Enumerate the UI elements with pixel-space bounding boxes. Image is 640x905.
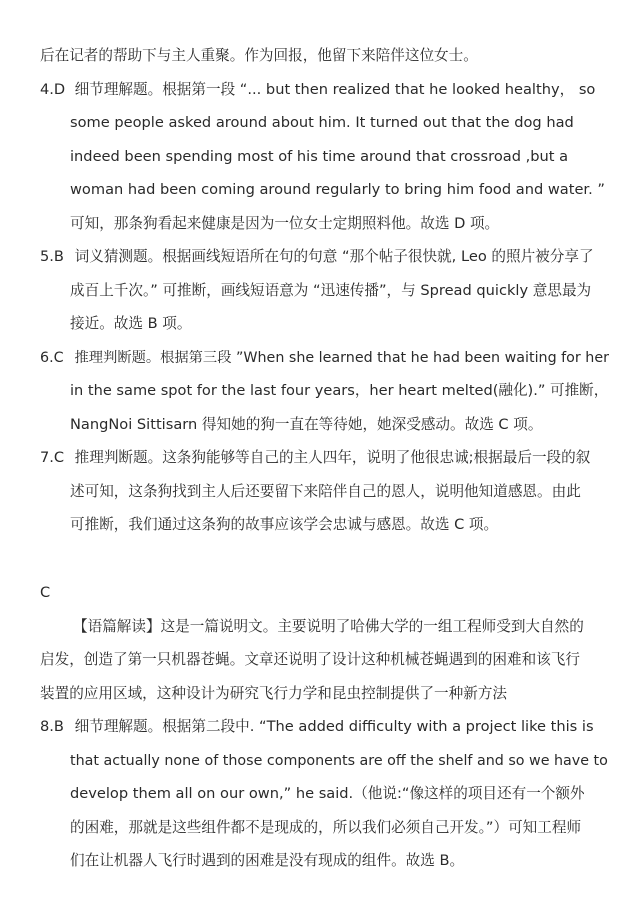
paragraph-line: 细节理解题。根据第一段 “... but then realized that he looked healthy， so: [74, 81, 596, 98]
paragraph-line: 细节理解题。根据第二段中. “The added difficulty with a project like this is: [74, 718, 594, 735]
question-7-line: [40, 448, 590, 468]
paragraph-line: NangNoi Sittisarn 得知她的狗一直在等待她，她深受感动。故选 C 项。: [70, 416, 543, 433]
paragraph-line: 推理判断题。这条狗能够等自己的主人四年，说明了他很忠诚;根据最后一段的叙: [74, 449, 591, 466]
question-6-line: [40, 348, 609, 368]
paragraph-line: 可推断，我们通过这条狗的故事应该学会忠诚与感恩。故选 C 项。: [70, 516, 499, 533]
paragraph-line: develop them all on our own,” he said.（他说:“像这样的项目还有一个额外: [70, 785, 585, 802]
question-number: 6.C: [40, 350, 64, 366]
paragraph-line: 们在让机器人飞行时遇到的困难是没有现成的组件。故选 B。: [70, 852, 465, 869]
section-heading: C: [40, 584, 51, 601]
question-5-line: [40, 247, 594, 267]
paragraph-line: 述可知，这条狗找到主人后还要留下来陪伴自己的恩人，说明他知道感恩。由此: [70, 483, 581, 500]
question-8-line: [40, 717, 594, 737]
question-4-line: [40, 80, 595, 100]
paragraph-line: 装置的应用区域，这种设计为研究飞行力学和昆虫控制提供了一种新方法: [40, 685, 508, 702]
question-number: 7.C: [40, 449, 65, 466]
paragraph-line: 推理判断题。根据第三段 ”When she learned that he had been waiting for her: [74, 350, 609, 366]
paragraph-line: 后在记者的帮助下与主人重聚。作为回报，他留下来陪伴这位女士。: [40, 47, 478, 64]
paragraph-line: 可知，那条狗看起来健康是因为一位女士定期照料他。故选 D 项。: [70, 215, 500, 232]
paragraph-line: in the same spot for the last four years，her heart melted(融化).” 可推断，: [70, 382, 609, 399]
paragraph-line: that actually none of those components are off the shelf and so we have to: [70, 753, 608, 769]
paragraph-line: woman had been coming around regularly to bring him food and water. ”: [70, 181, 605, 198]
question-number: 8.B: [40, 718, 64, 735]
paragraph-line: 接近。故选 B 项。: [70, 315, 192, 332]
paragraph-line: 成百上千次。” 可推断，画线短语意为 “迅速传播”，与 Spread quickly 意思最为: [70, 282, 592, 299]
paragraph-line: 【语篇解读】这是一篇说明文。主要说明了哈佛大学的一组工程师受到大自然的: [73, 618, 584, 635]
question-number: 5.B: [40, 248, 64, 265]
paragraph-line: some people asked around about him. It turned out that the dog had: [70, 114, 574, 131]
paragraph-line: 词义猜测题。根据画线短语所在句的句意 “那个帖子很快就, Leo 的照片被分享了: [74, 248, 594, 265]
paragraph-line: 启发，创造了第一只机器苍蝇。文章还说明了设计这种机械苍蝇遇到的困难和该飞行: [40, 651, 580, 668]
question-number: 4.D: [40, 81, 66, 98]
paragraph-line: 的困难，那就是这些组件都不是现成的，所以我们必须自己开发。”）可知工程师: [70, 819, 582, 836]
paragraph-line: indeed been spending most of his time around that crossroad ,but a: [70, 148, 569, 165]
